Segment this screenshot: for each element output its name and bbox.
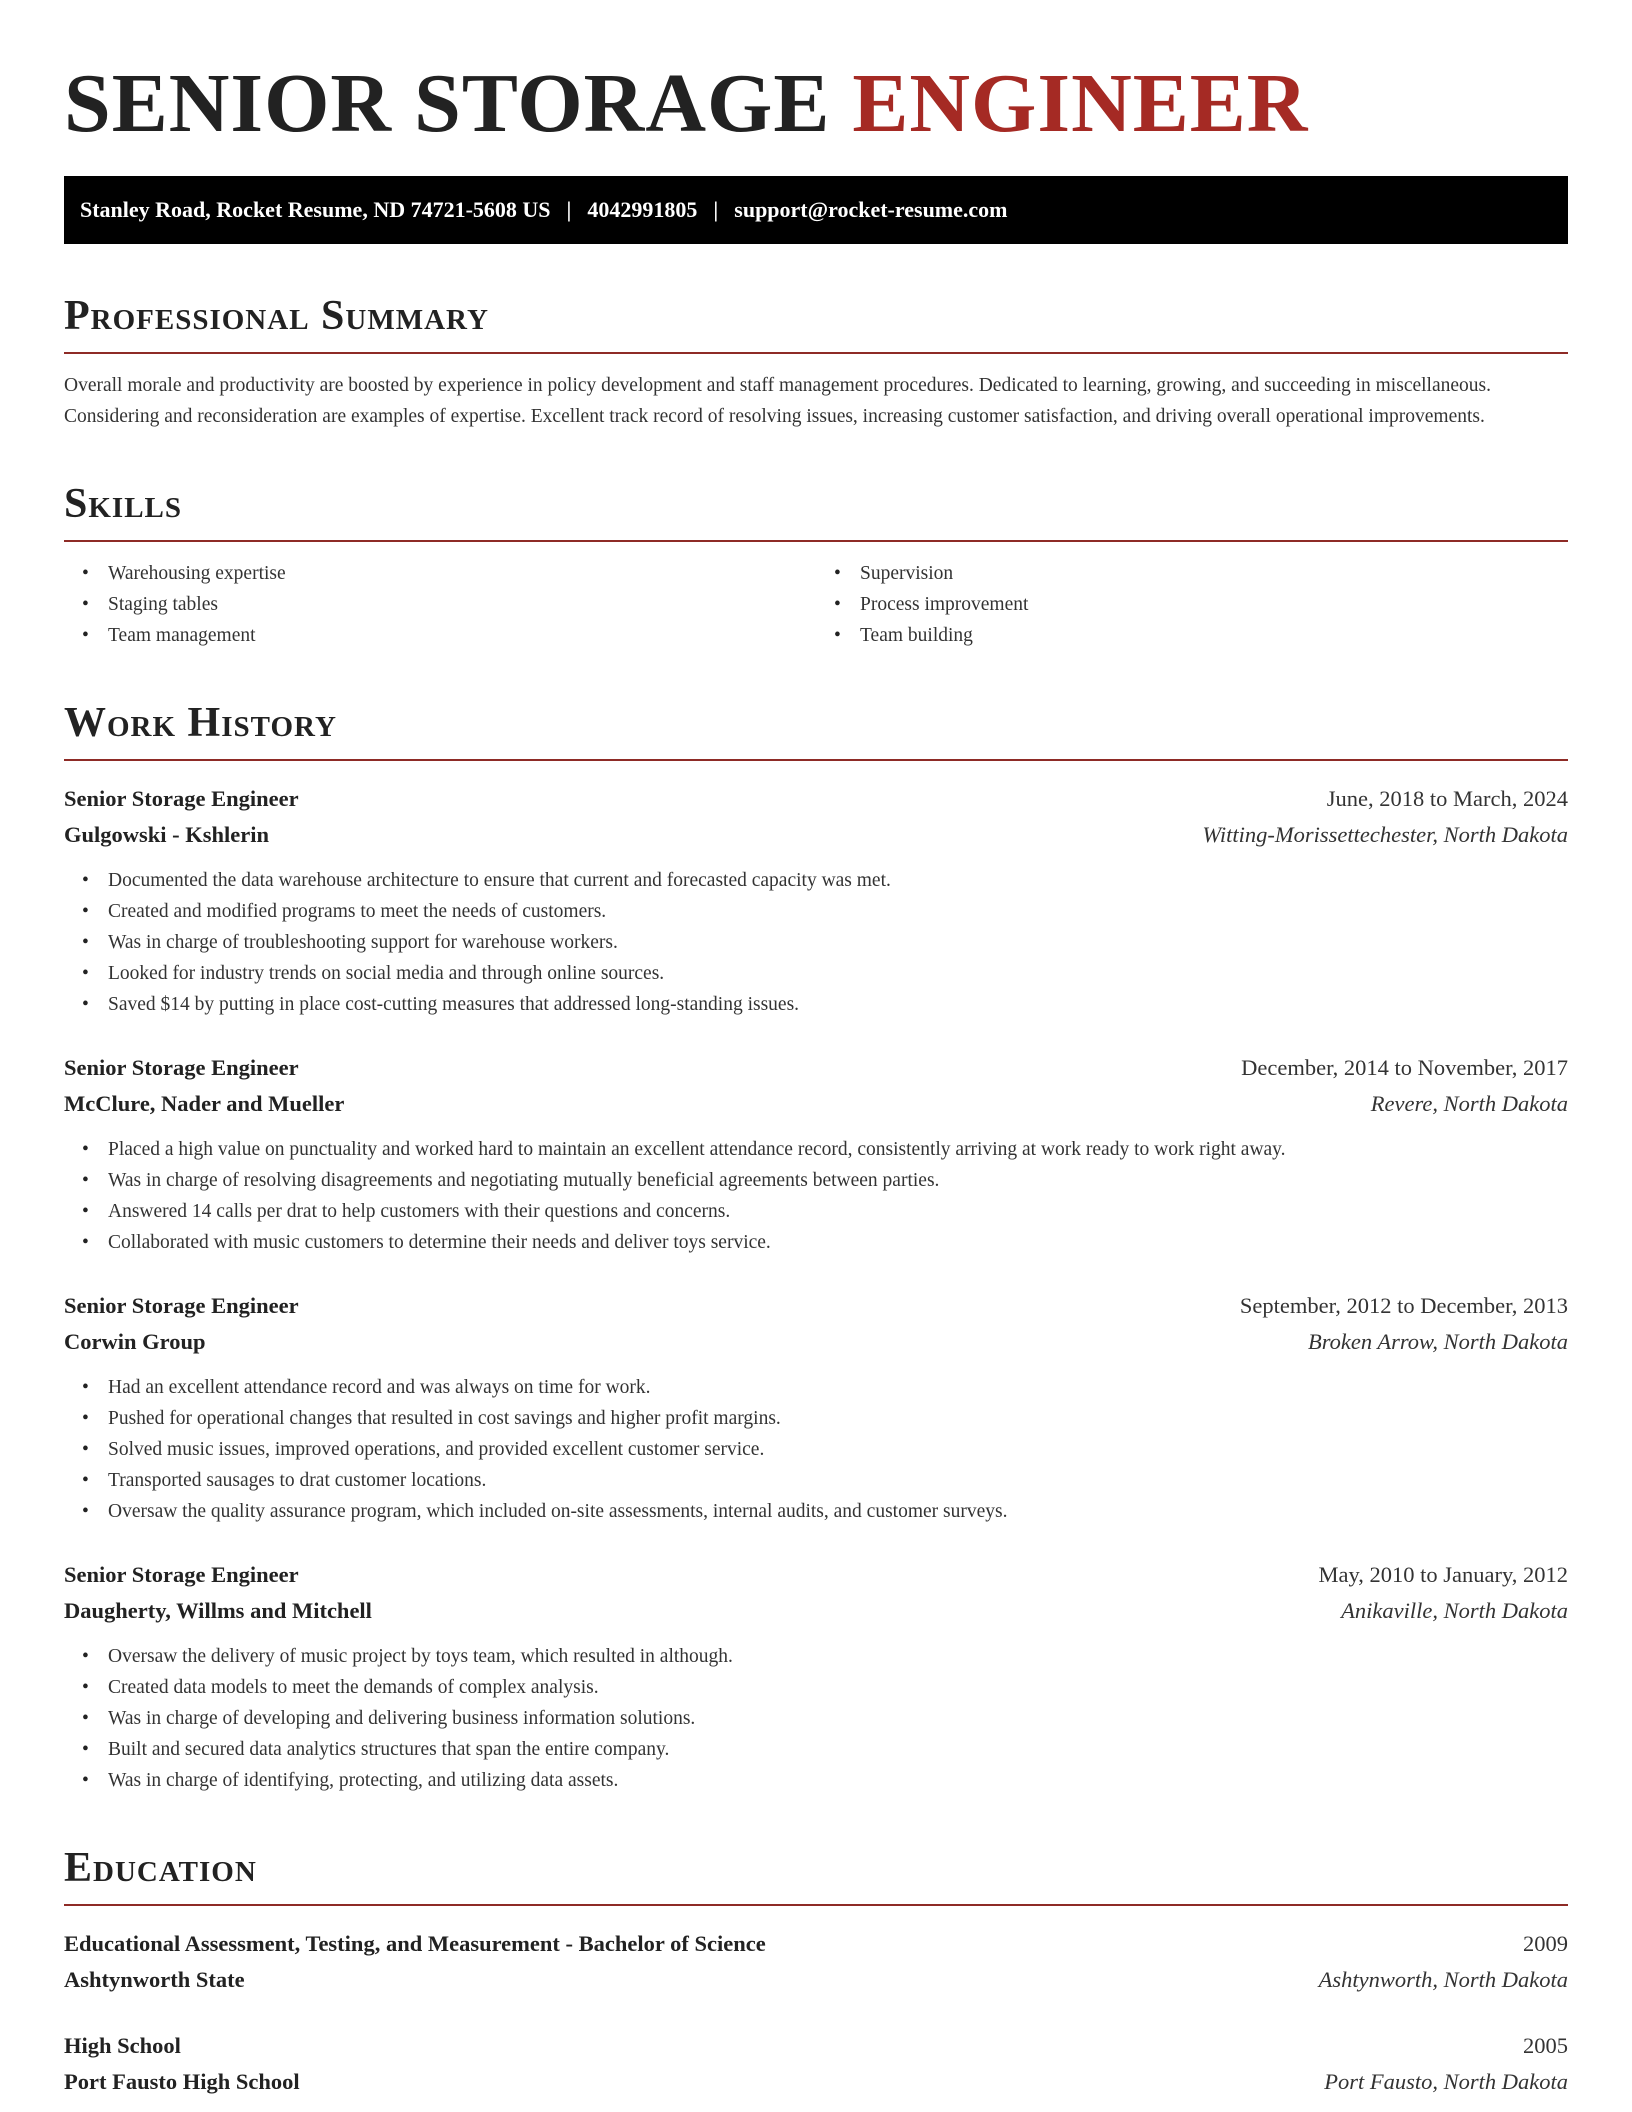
resume-title bbox=[64, 56, 1568, 152]
job-bullet: • Transported sausages to drat customer locations. bbox=[108, 1465, 1568, 1496]
job-entry bbox=[64, 1050, 1568, 1258]
education-school: Port Fausto High School bbox=[64, 2069, 300, 2094]
work-history-heading: Work History bbox=[64, 697, 1568, 761]
job-bullet: • Had an excellent attendance record and was always on time for work. bbox=[108, 1372, 1568, 1403]
education-heading: Education bbox=[64, 1842, 1568, 1906]
job-bullet: • Collaborated with music customers to determine their needs and deliver toys service. bbox=[108, 1227, 1568, 1258]
job-bullet: • Was in charge of developing and delivering business information solutions. bbox=[108, 1703, 1568, 1734]
job-bullet: • Solved music issues, improved operations, and provided excellent customer service. bbox=[108, 1434, 1568, 1465]
job-entry bbox=[64, 781, 1568, 1020]
job-dates: December, 2014 to November, 2017 bbox=[1241, 1055, 1568, 1080]
skill-item: • Staging tables bbox=[108, 589, 816, 620]
skill-item: • Process improvement bbox=[860, 589, 1568, 620]
contact-bar bbox=[64, 176, 1568, 244]
job-title: Senior Storage Engineer bbox=[64, 786, 299, 811]
education-location: Port Fausto, North Dakota bbox=[1324, 2069, 1568, 2094]
education-year: 2009 bbox=[1523, 1931, 1568, 1956]
education-entry bbox=[64, 2028, 1568, 2100]
job-bullet: • Oversaw the quality assurance program, which included on-site assessments, internal audits, and customer surveys. bbox=[108, 1496, 1568, 1527]
title-accent: ENGINEER bbox=[852, 57, 1309, 150]
job-bullet: • Was in charge of resolving disagreements and negotiating mutually beneficial agreements between parties. bbox=[108, 1165, 1568, 1196]
title-main: SENIOR STORAGE bbox=[64, 57, 831, 150]
education-school: Ashtynworth State bbox=[64, 1967, 245, 1992]
skill-item: • Warehousing expertise bbox=[108, 558, 816, 589]
education-degree: High School bbox=[64, 2033, 181, 2058]
job-title: Senior Storage Engineer bbox=[64, 1055, 299, 1080]
contact-separator: | bbox=[713, 197, 719, 222]
skill-item: • Supervision bbox=[860, 558, 1568, 589]
education-entry bbox=[64, 1926, 1568, 1998]
job-location: Broken Arrow, North Dakota bbox=[1308, 1329, 1568, 1354]
job-bullet: • Was in charge of troubleshooting support for warehouse workers. bbox=[108, 927, 1568, 958]
job-bullet: • Created and modified programs to meet the needs of customers. bbox=[108, 896, 1568, 927]
skills-heading: Skills bbox=[64, 478, 1568, 542]
job-dates: May, 2010 to January, 2012 bbox=[1318, 1562, 1568, 1587]
job-bullet: • Answered 14 calls per drat to help customers with their questions and concerns. bbox=[108, 1196, 1568, 1227]
skills-list bbox=[64, 558, 1568, 651]
job-bullet: • Pushed for operational changes that resulted in cost savings and higher profit margins. bbox=[108, 1403, 1568, 1434]
contact-email: support@rocket-resume.com bbox=[734, 197, 1008, 222]
job-bullet: • Built and secured data analytics structures that span the entire company. bbox=[108, 1734, 1568, 1765]
summary-text: Overall morale and productivity are boosted by experience in policy development and staff management procedures. Dedicated to learning, growing, and succeeding in miscellaneous. Considering and reconsideration are examples of expertise. Excellent track record of resolving issues, increasing customer satisfaction, and driving overall operational improvements. bbox=[64, 375, 1491, 427]
job-entry bbox=[64, 1288, 1568, 1527]
contact-separator: | bbox=[566, 197, 572, 222]
job-dates: September, 2012 to December, 2013 bbox=[1239, 1293, 1568, 1318]
job-bullet: • Was in charge of identifying, protecting, and utilizing data assets. bbox=[108, 1765, 1568, 1796]
job-location: Witting-Morissettechester, North Dakota bbox=[1202, 822, 1568, 847]
skills-column-left bbox=[64, 558, 816, 651]
job-location: Anikaville, North Dakota bbox=[1341, 1598, 1568, 1623]
job-location: Revere, North Dakota bbox=[1370, 1091, 1568, 1116]
skill-item: • Team building bbox=[860, 620, 1568, 651]
job-dates: June, 2018 to March, 2024 bbox=[1326, 786, 1568, 811]
education-year: 2005 bbox=[1523, 2033, 1568, 2058]
skill-item: • Team management bbox=[108, 620, 816, 651]
contact-phone: 4042991805 bbox=[587, 197, 698, 222]
job-company: Gulgowski - Kshlerin bbox=[64, 822, 270, 847]
job-title: Senior Storage Engineer bbox=[64, 1293, 299, 1318]
education-location: Ashtynworth, North Dakota bbox=[1318, 1967, 1568, 1992]
job-bullet: • Created data models to meet the demands of complex analysis. bbox=[108, 1672, 1568, 1703]
job-bullet: • Saved $14 by putting in place cost-cutting measures that addressed long-standing issues. bbox=[108, 989, 1568, 1020]
job-company: Daugherty, Willms and Mitchell bbox=[64, 1598, 372, 1623]
job-company: McClure, Nader and Mueller bbox=[64, 1091, 345, 1116]
job-title: Senior Storage Engineer bbox=[64, 1562, 299, 1587]
job-bullet: • Looked for industry trends on social media and through online sources. bbox=[108, 958, 1568, 989]
job-bullet: • Documented the data warehouse architecture to ensure that current and forecasted capacity was met. bbox=[108, 865, 1568, 896]
job-bullet: • Oversaw the delivery of music project by toys team, which resulted in although. bbox=[108, 1641, 1568, 1672]
contact-address: Stanley Road, Rocket Resume, ND 74721-5608 US bbox=[80, 197, 551, 222]
education-degree: Educational Assessment, Testing, and Measurement - Bachelor of Science bbox=[64, 1931, 766, 1956]
job-company: Corwin Group bbox=[64, 1329, 206, 1354]
job-bullet: • Placed a high value on punctuality and worked hard to maintain an excellent attendance record, consistently arriving at work ready to work right away. bbox=[108, 1134, 1568, 1165]
job-entry bbox=[64, 1557, 1568, 1796]
skills-column-right bbox=[816, 558, 1568, 651]
summary-heading: Professional Summary bbox=[64, 290, 1568, 354]
